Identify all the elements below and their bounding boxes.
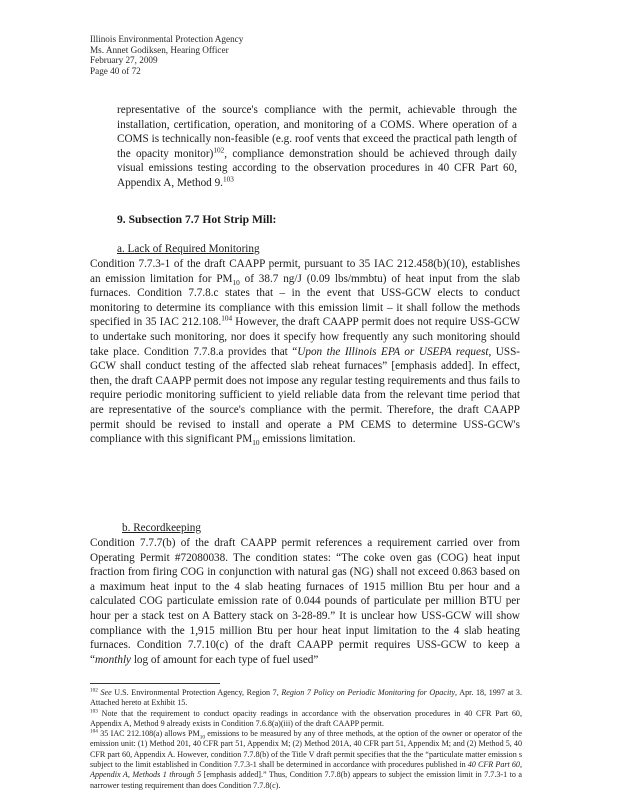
letter-header	[90, 34, 243, 76]
footnote-divider	[90, 683, 220, 684]
header-agency: Illinois Environmental Protection Agency	[90, 34, 244, 44]
monitoring-text-4: , USS-GCW shall conduct testing of the affected slab reheat furnaces” [emphasis added]. In effect, then, the draft CAAPP permit does not impose any regular testing requirements and thus fails to require periodic monitoring sufficient to yield reliable data from the relevant time period that are representative of the source's compliance with the permit. Therefore, the draft CAAPP permit should be revised to install and operate a PM CEMS to determine USS-GCW's compliance with this significant PM	[90, 345, 521, 446]
intro-text-b: , compliance demonstration should be achieved through daily visual emissions testing according to the observation procedures in 40 CFR Part 60, Appendix A, Method 9.	[117, 147, 518, 189]
monitoring-text-2: of 38.7 ng/J (0.09 lbs/mmbtu) of heat input from the slab furnaces. Condition 7.7.8.c states that – in the event that USS-GCW elects to conduct monitoring to determine its compliance with this emission limit – it shall follow the methods specified in 35 IAC 212.108.	[90, 272, 520, 329]
monitoring-text-5: emissions limitation.	[259, 433, 356, 446]
footnote-number: 102	[90, 687, 98, 694]
footnote-text: Note that the requirement to conduct opacity readings in accordance with the observation procedures in 40 CFR Part 60, Appendix A, Method 9 already exists in Condition 7.6.8(a)(iii) of the draft CAAPP permit.	[90, 708, 522, 728]
section-heading: 9. Subsection 7.7 Hot Strip Mill:	[117, 213, 277, 226]
footnote-ref-104: 104	[221, 314, 233, 323]
footnote-title: Region 7 Policy on Periodic Monitoring for Opacity	[278, 688, 456, 697]
header-recipient: Ms. Annet Godiksen, Hearing Officer	[90, 44, 229, 55]
footnote-text: 35 IAC 212.108(a) allows PM	[97, 729, 200, 739]
footnote-number: 104	[90, 728, 98, 735]
footnote-text: [emphasis added].” Thus, Condition 7.7.8(b) appears to subject the emission limit in 7.7.3-1 to a narrower testing requirement than does Condition 7.7.8(c).	[90, 770, 522, 790]
pm10-subscript: 10	[232, 278, 240, 287]
monitoring-text-1: Condition 7.7.3-1 of the draft CAAPP permit, pursuant to 35 IAC 212.458(b)(10), establishes an emission limitation for PM	[90, 258, 520, 285]
monitoring-emphasis: Upon the Illinois EPA or USEPA request	[297, 345, 489, 358]
recordkeeping-paragraph	[90, 536, 520, 667]
footnote-104	[90, 729, 522, 791]
footnotes	[90, 688, 522, 791]
monitoring-text-3: However, the draft CAAPP permit does not require USS-GCW to undertake such monitoring, nor does it specify how frequently any such monitoring should take place. Condition 7.7.8.a provides that “	[90, 316, 520, 358]
footnote-102	[90, 688, 522, 709]
pm10-subscript: 10	[199, 734, 205, 741]
footnote-text: emissions to be measured by any of three methods, at the option of the owner or operator of the emission unit: (1) Method 201, 40 CFR part 51, Appendix M; (2) Method 201A, 40 CFR part 51, Appendix M; and (2) Method 5, 40 CFR part 60, Appendix A. However, condition 7.7.8(b) of the Title V draft permit specifies that the the “particulate matter emission s subject to the limit established in Condition 7.7.3-1 shall be determined in accordance with procedures published in	[90, 729, 522, 770]
recordkeeping-heading: b. Recordkeeping	[122, 522, 201, 534]
footnote-text: U.S. Environmental Protection Agency, Region 7,	[111, 688, 279, 697]
footnote-103	[90, 709, 522, 730]
footnote-title: 40 CFR Part 60, Appendix A, Methods 1 through 5	[90, 760, 523, 780]
recordkeeping-emphasis: monthly	[94, 653, 132, 666]
footnote-text: , Apr. 18, 1997 at 3. Attached hereto at Exhibit 15.	[90, 688, 522, 708]
footnote-see: See	[97, 688, 112, 697]
recordkeeping-text-1: Condition 7.7.7(b) of the draft CAAPP permit references a requirement carried over from Operating Permit #72080038. The condition states: “The coke oven gas (COG) heat input fraction from firing COG in conjunction with natural gas (NG) shall not exceed 0.863 based on a maximum heat input to the 4 slab heating furnaces of 1915 million Btu per hour and a calculated COG particulate emission rate of 0.044 pounds of particulate per million BTU per hour per a stack test on A Battery stack on 3-28-89.” It is unclear how USS-GCW will show compliance with the 1,915 million Btu per hour heat input limitation to the 4 slab heating furnaces. Condition 7.7.10(c) of the draft CAAPP permit requires USS-GCW to keep a “	[90, 537, 520, 666]
recordkeeping-text-2: log of amount for each type of fuel used”	[131, 653, 319, 666]
monitoring-paragraph	[90, 257, 520, 447]
intro-paragraph	[117, 103, 517, 191]
header-page-number: Page 40 of 72	[90, 65, 141, 76]
footnote-ref-103: 103	[222, 175, 234, 184]
header-date: February 27, 2009	[90, 55, 158, 66]
footnote-number: 103	[90, 707, 98, 714]
footnote-ref-102: 102	[213, 146, 225, 155]
monitoring-heading: a. Lack of Required Monitoring	[117, 243, 260, 255]
intro-text-a: representative of the source's compliance with the permit, achievable through the installation, certification, operation, and monitoring of a COMS. Where operation of a COMS is technically non-feasible (e.g. roof vents that exceed the practical path length of the opacity monitor)	[117, 104, 517, 160]
pm10-subscript: 10	[252, 439, 260, 448]
